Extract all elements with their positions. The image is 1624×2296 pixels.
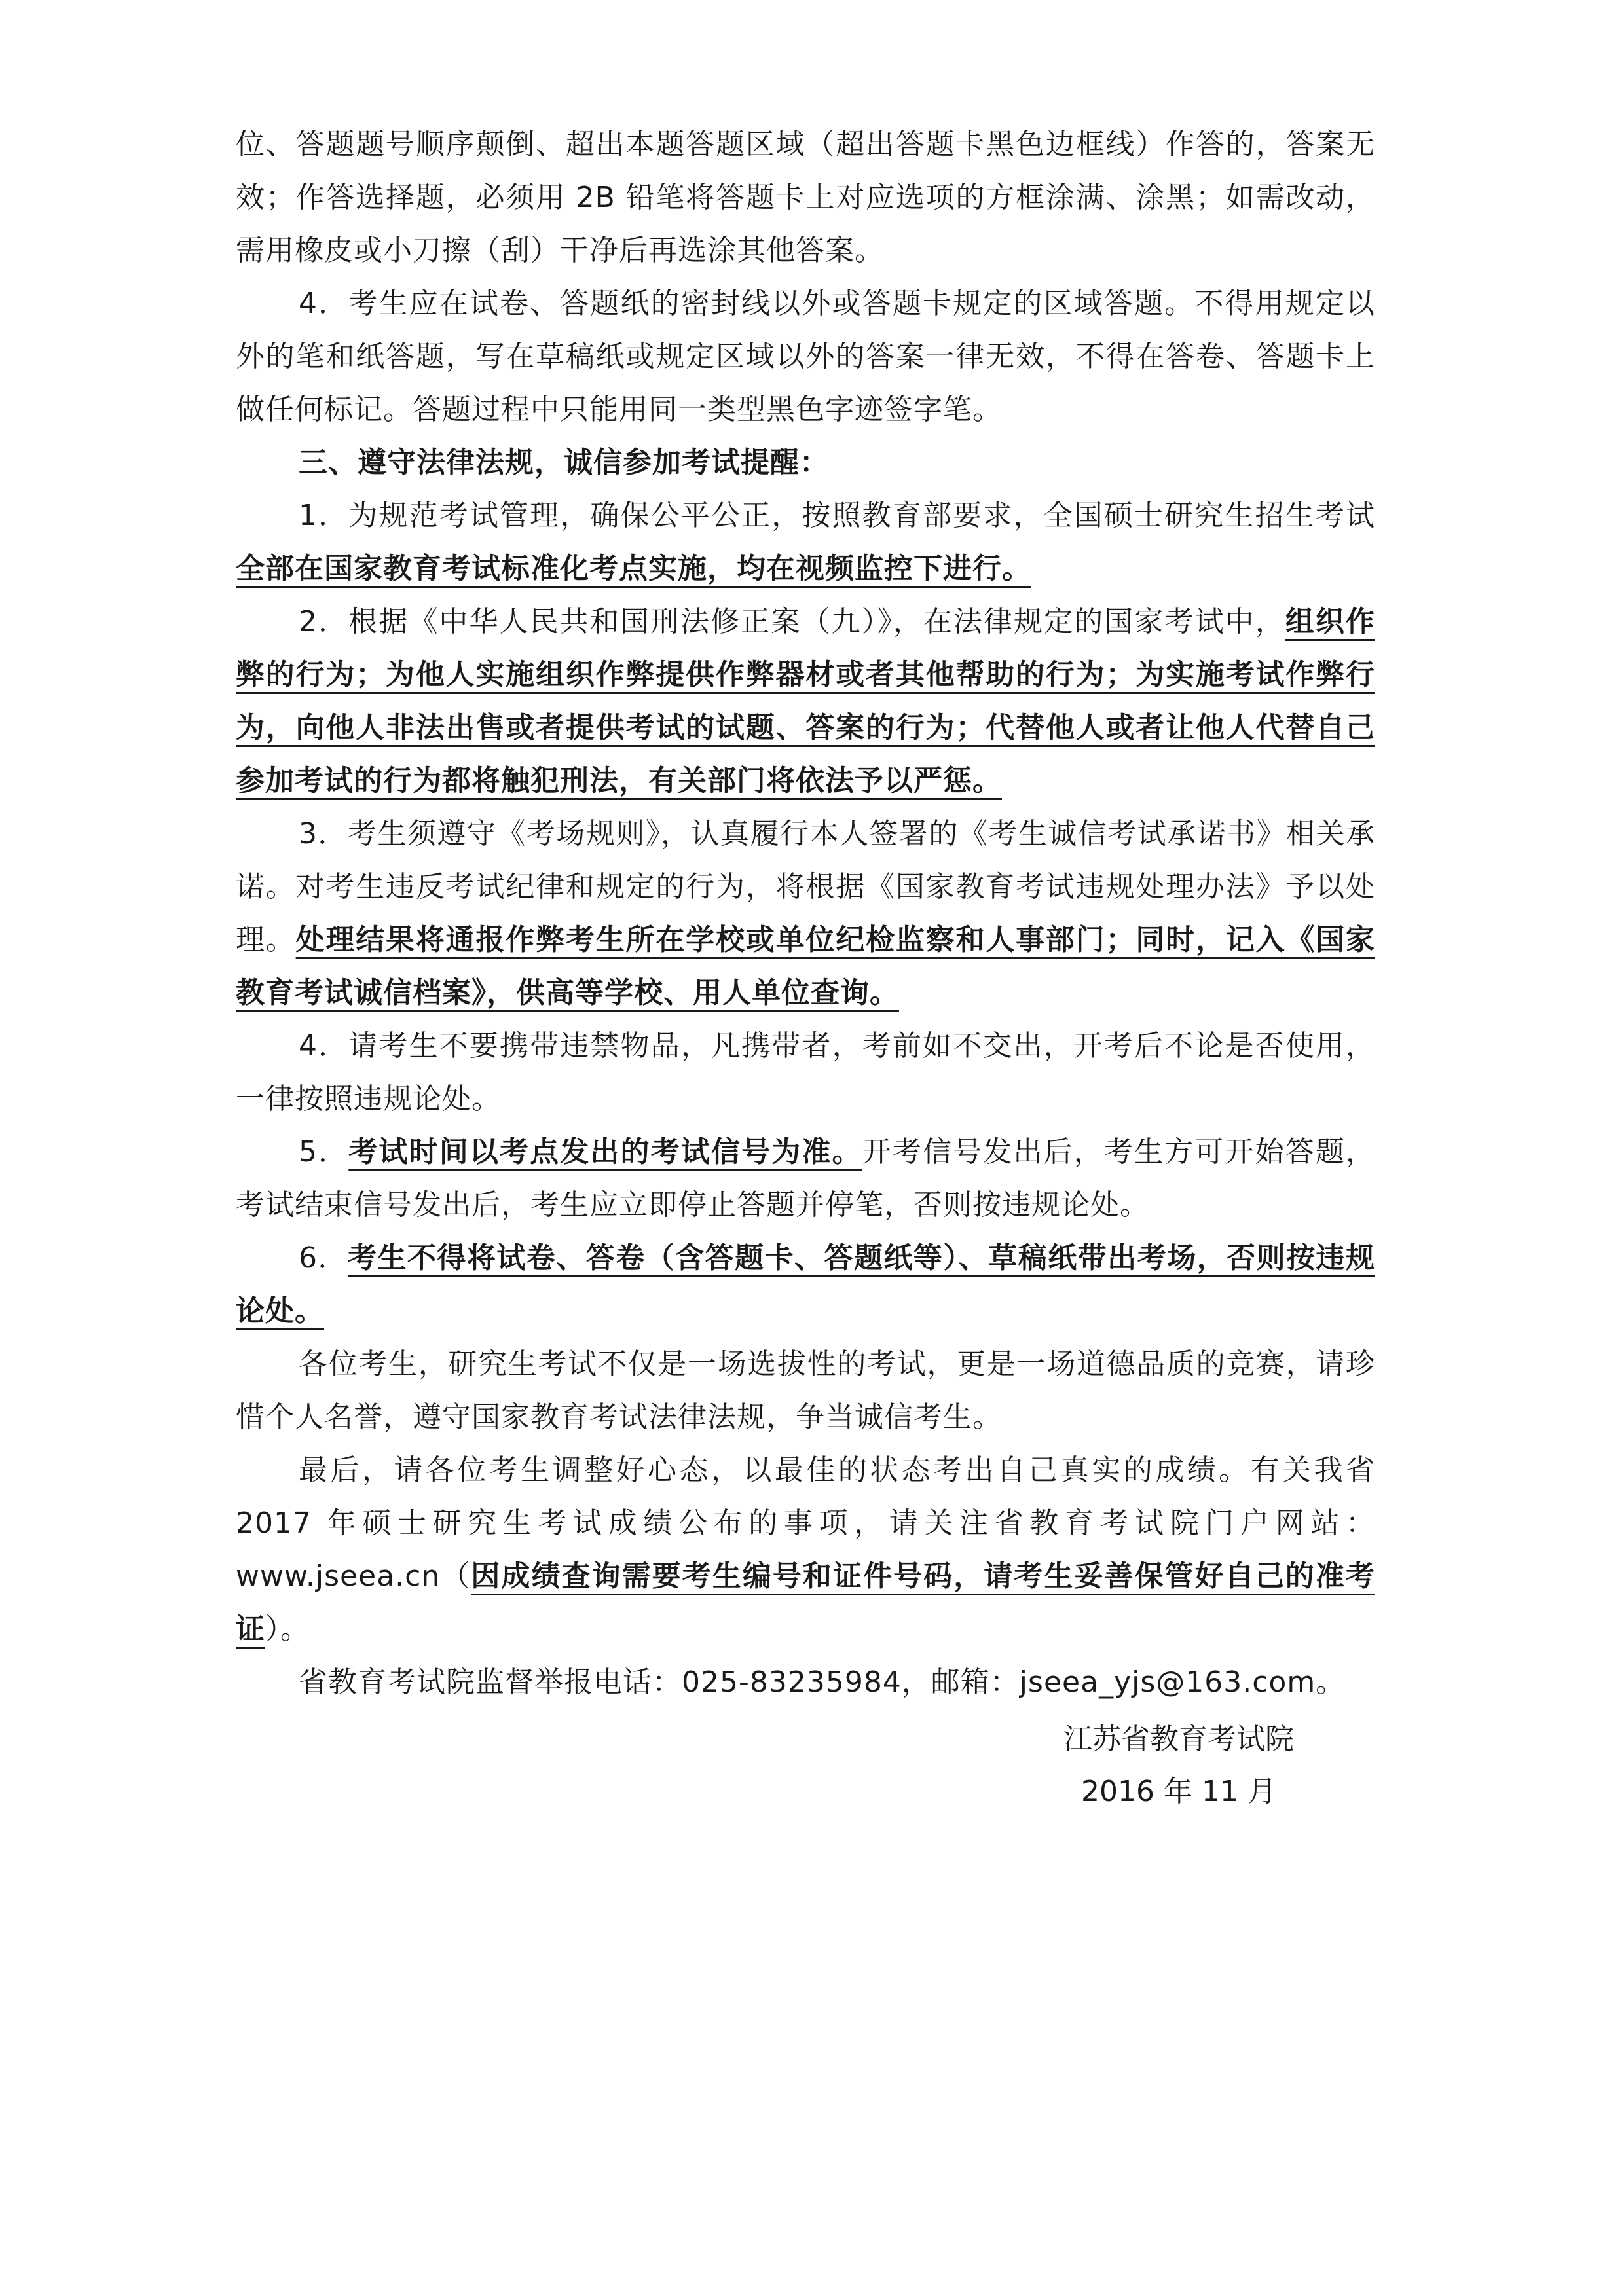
item-2-highlight: 组织作弊的行为；为他人实施组织作弊提供作弊器材或者其他帮助的行为；为实施考试作弊行为，向他人非法出售或者提供考试的试题、答案的行为；代替他人或者让他人代替自己参加考试的行为都将触犯刑法，有关部门将依法予以严惩。 xyxy=(236,605,1375,797)
item-3-highlight: 处理结果将通报作弊考生所在学校或单位纪检监察和人事部门；同时，记入《国家教育考试诚信档案》，供高等学校、用人单位查询。 xyxy=(236,923,1376,1010)
contact-line: 省教育考试院监督举报电话：025-83235984，邮箱：jseea_yjs@163.com。 xyxy=(299,1666,1346,1699)
closing-paragraph-results xyxy=(236,1444,1375,1656)
item-6 xyxy=(236,1231,1375,1338)
paragraph-rule-4: 4．考生应在试卷、答题纸的密封线以外或答题卡规定的区域答题。不得用规定以外的笔和纸答题，写在草稿纸或规定区域以外的答案一律无效，不得在答卷、答题卡上做任何标记。答题过程中只能用同一类型黑色字迹签字笔。 xyxy=(236,287,1375,426)
signature-organization: 江苏省教育考试院 xyxy=(1063,1722,1294,1756)
item-6-highlight: 考生不得将试卷、答卷（含答题卡、答题纸等）、草稿纸带出考场，否则按违规论处。 xyxy=(236,1241,1376,1328)
results-end: ）。 xyxy=(265,1613,310,1646)
item-5 xyxy=(236,1125,1375,1231)
item-5-number: 5． xyxy=(299,1135,349,1169)
item-1-text: 1．为规范考试管理，确保公平公正，按照教育部要求，全国硕士研究生招生考试 xyxy=(299,499,1375,532)
section-heading-3: 三、遵守法律法规，诚信参加考试提醒： xyxy=(299,446,829,479)
item-1 xyxy=(236,489,1375,595)
item-2-text: 2．根据《中华人民共和国刑法修正案（九）》，在法律规定的国家考试中， xyxy=(299,605,1285,638)
item-2 xyxy=(236,595,1375,807)
notice-body xyxy=(236,118,1375,1709)
item-5-text: 开考信号发出后，考生方可开始答题，考试结束信号发出后，考生应立即停止答题并停笔，否则按违规论处。 xyxy=(236,1135,1376,1222)
item-4: 4．请考生不要携带违禁物品，凡携带者，考前如不交出，开考后不论是否使用，一律按照违规论处。 xyxy=(236,1029,1375,1116)
item-1-highlight: 全部在国家教育考试标准化考点实施，均在视频监控下进行。 xyxy=(236,552,1031,585)
closing-paragraph-integrity: 各位考生，研究生考试不仅是一场选拔性的考试，更是一场道德品质的竞赛，请珍惜个人名誉，遵守国家教育考试法律法规，争当诚信考生。 xyxy=(236,1347,1375,1434)
results-highlight: 因成绩查询需要考生编号和证件号码，请考生妥善保管好自己的准考证 xyxy=(236,1559,1375,1646)
item-3-text: 3．考生须遵守《考场规则》，认真履行本人签署的《考生诚信考试承诺书》相关承诺。对考生违反考试纪律和规定的行为，将根据《国家教育考试违规处理办法》予以处理。 xyxy=(236,817,1375,957)
item-6-number: 6． xyxy=(299,1241,348,1275)
signature-date: 2016 年 11 月 xyxy=(1081,1775,1276,1808)
item-3 xyxy=(236,807,1375,1019)
results-text: 最后，请各位考生调整好心态，以最佳的状态考出自己真实的成绩。有关我省 2017 年硕士研究生考试成绩公布的事项，请关注省教育考试院门户网站：www.jseea.cn（ xyxy=(236,1453,1375,1593)
paragraph-answer-rules-continued: 位、答题题号顺序颠倒、超出本题答题区域（超出答题卡黑色边框线）作答的，答案无效；作答选择题，必须用 2B 铅笔将答题卡上对应选项的方框涂满、涂黑；如需改动，需用橡皮或小刀擦（刮）干净后再选涂其他答案。 xyxy=(236,128,1375,267)
item-5-highlight: 考试时间以考点发出的考试信号为准。 xyxy=(348,1135,862,1169)
